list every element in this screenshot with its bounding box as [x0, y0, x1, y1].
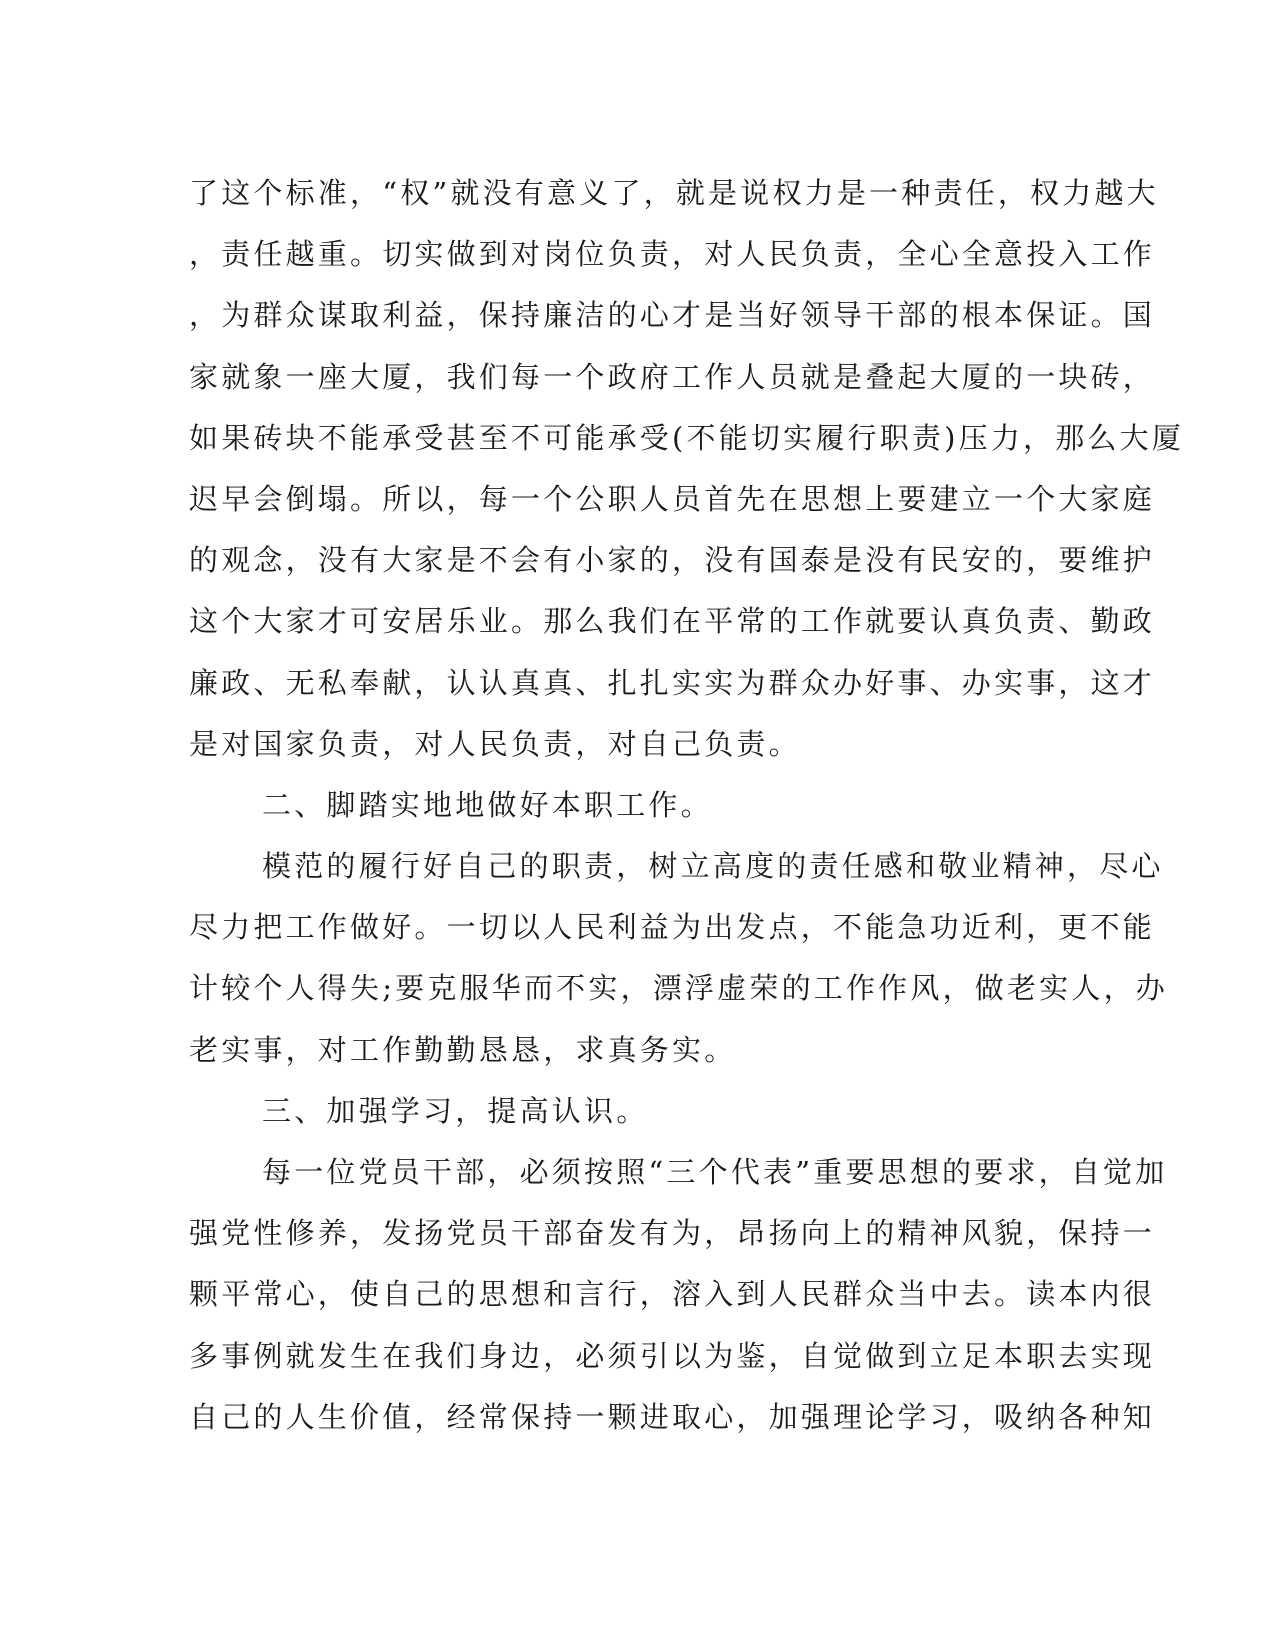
text-line: 自己的人生价值，经常保持一颗进取心，加强理论学习，吸纳各种知 [189, 1399, 1156, 1434]
body-text [189, 163, 1185, 1448]
text-line: 的观念，没有大家是不会有小家的，没有国泰是没有民安的，要维护 [189, 543, 1156, 578]
text-line: 强党性修养，发扬党员干部奋发有为，昂扬向上的精神风貌，保持一 [189, 1216, 1156, 1251]
text-line: 计较个人得失;要克服华而不实，漂浮虚荣的工作作风，做老实人，办 [189, 971, 1168, 1006]
text-line: 如果砖块不能承受甚至不可能承受(不能切实履行职责)压力，那么大厦 [189, 420, 1185, 455]
text-line: 尽力把工作做好。一切以人民利益为出发点，不能急功近利，更不能 [189, 910, 1156, 945]
text-line: 模范的履行好自己的职责，树立高度的责任感和敬业精神，尽心 [262, 849, 1164, 884]
text-line: 这个大家才可安居乐业。那么我们在平常的工作就要认真负责、勤政 [189, 604, 1156, 639]
text-line: ，责任越重。切实做到对岗位负责，对人民负责，全心全意投入工作 [189, 237, 1156, 272]
text-line: 多事例就发生在我们身边，必须引以为鉴，自觉做到立足本职去实现 [189, 1338, 1156, 1373]
text-line: 家就象一座大厦，我们每一个政府工作人员就是叠起大厦的一块砖， [189, 359, 1156, 394]
section-heading: 三、加强学习，提高认识。 [262, 1093, 649, 1128]
section-heading: 二、脚踏实地地做好本职工作。 [262, 787, 713, 822]
text-line: 了这个标准，“权”就没有意义了，就是说权力是一种责任，权力越大 [189, 176, 1159, 210]
text-line: 廉政、无私奉献，认认真真、扎扎实实为群众办好事、办实事，这才 [189, 665, 1156, 700]
text-line: 每一位党员干部，必须按照“三个代表”重要思想的要求，自觉加 [262, 1155, 1168, 1189]
text-line: 老实事，对工作勤勤恳恳，求真务实。 [189, 1032, 737, 1067]
text-line: ，为群众谋取利益，保持廉洁的心才是当好领导干部的根本保证。国 [189, 298, 1156, 333]
text-line: 颗平常心，使自己的思想和言行，溶入到人民群众当中去。读本内很 [189, 1277, 1156, 1312]
text-line: 是对国家负责，对人民负责，对自己负责。 [189, 726, 801, 761]
text-line: 迟早会倒塌。所以，每一个公职人员首先在思想上要建立一个大家庭 [189, 481, 1156, 516]
